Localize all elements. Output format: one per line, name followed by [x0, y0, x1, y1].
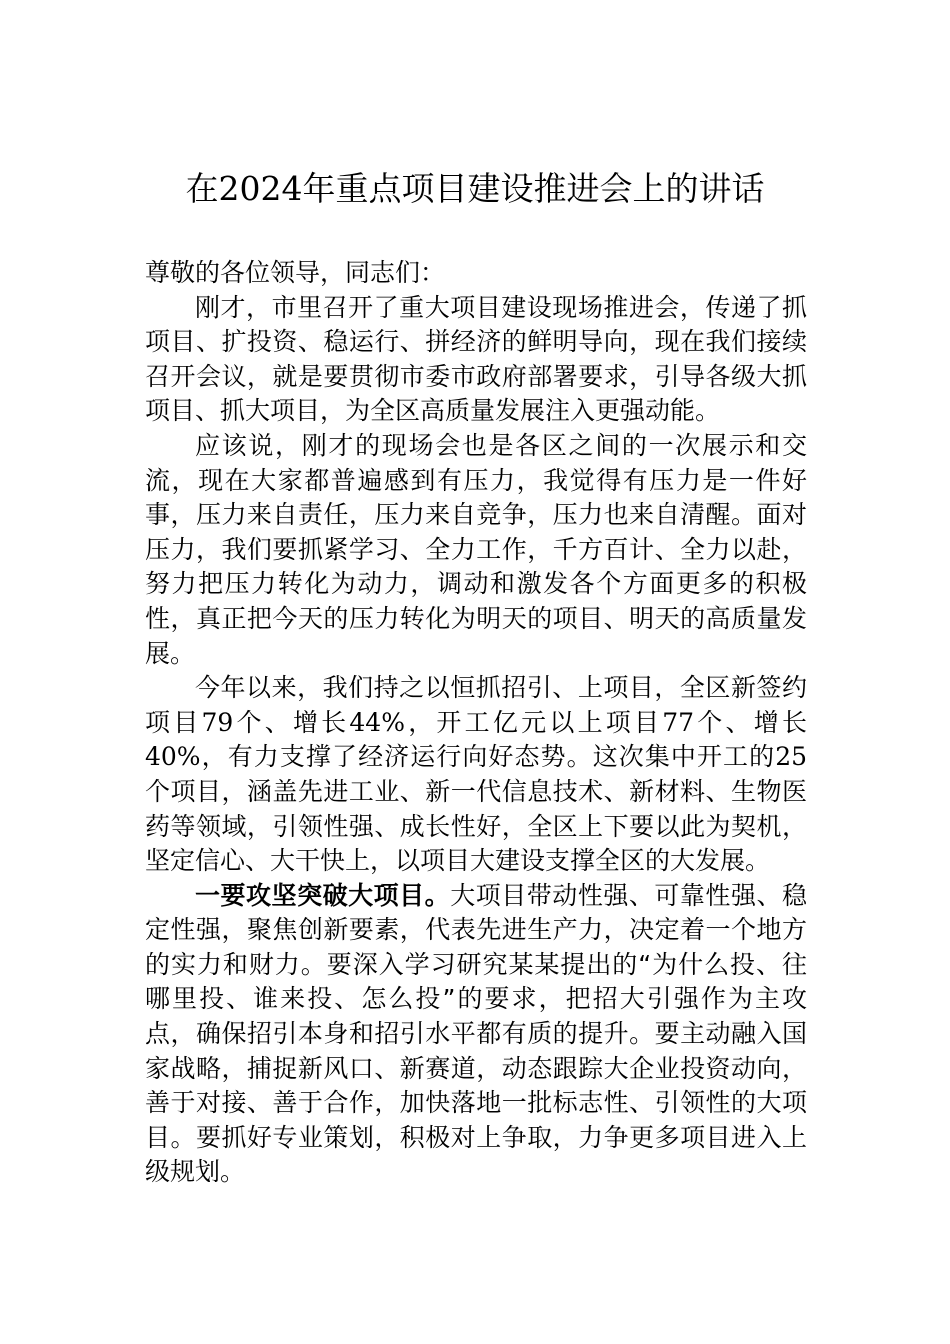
- paragraph-2-text: 应该说，刚才的现场会也是各区之间的一次展示和交流，现在大家都普遍感到有压力，我觉得有压力是一件好事，压力来自责任，压力来自竞争，压力也来自清醒。面对压力，我们要抓紧学习、全力工作，千方百计、全力以赴，努力把压力转化为动力，调动和激发各个方面更多的积极性，真正把今天的压力转化为明天的项目、明天的高质量发展。: [145, 430, 807, 668]
- paragraph-3: [145, 671, 807, 879]
- paragraph-4-text: 大项目带动性强、可靠性强、稳定性强，聚焦创新要素，代表先进生产力，决定着一个地方的实力和财力。要深入学习研究某某提出的“为什么投、往哪里投、谁来投、怎么投”的要求，把招大引强作为主攻点，确保招引本身和招引水平都有质的提升。要主动融入国家战略，捕捉新风口、新赛道，动态跟踪大企业投资动向，善于对接、善于合作，加快落地一批标志性、引领性的大项目。要抓好专业策划，积极对上争取，力争更多项目进入上级规划。: [145, 880, 807, 1187]
- paragraph-2: [145, 429, 807, 671]
- number-text: 44%: [349, 707, 405, 737]
- document-title: 在2024年重点项目建设推进会上的讲话: [185, 169, 765, 208]
- paragraph-1: [145, 291, 807, 429]
- document-body: [145, 256, 807, 1190]
- paragraph-4-lead: 一要攻坚突破大项目。: [195, 880, 451, 910]
- number-text: 25: [775, 742, 807, 772]
- paragraph-4: [145, 879, 807, 1190]
- number-text: 77: [662, 707, 695, 737]
- paragraph-3-text: 今年以来，我们持之以恒抓招引、上项目，全区新签约项目79个、增长44%，开工亿元以上项目77个、增长40%，有力支撑了经济运行向好态势。这次集中开工的25个项目，涵盖先进工业、新一代信息技术、新材料、生物医药等领域，引领性强、成长性好，全区上下要以此为契机，坚定信心、大干快上，以项目大建设支撑全区的大发展。: [145, 673, 807, 876]
- paragraph-1-text: 刚才，市里召开了重大项目建设现场推进会，传递了抓项目、扩投资、稳运行、拼经济的鲜明导向，现在我们接续召开会议，就是要贯彻市委市政府部署要求，引导各级大抓项目、抓大项目，为全区高质量发展注入更强动能。: [145, 292, 807, 426]
- number-text: 2024: [218, 169, 303, 208]
- number-text: 40%: [145, 742, 201, 772]
- number-text: 79: [201, 707, 234, 737]
- salutation: 尊敬的各位领导，同志们：: [145, 258, 446, 287]
